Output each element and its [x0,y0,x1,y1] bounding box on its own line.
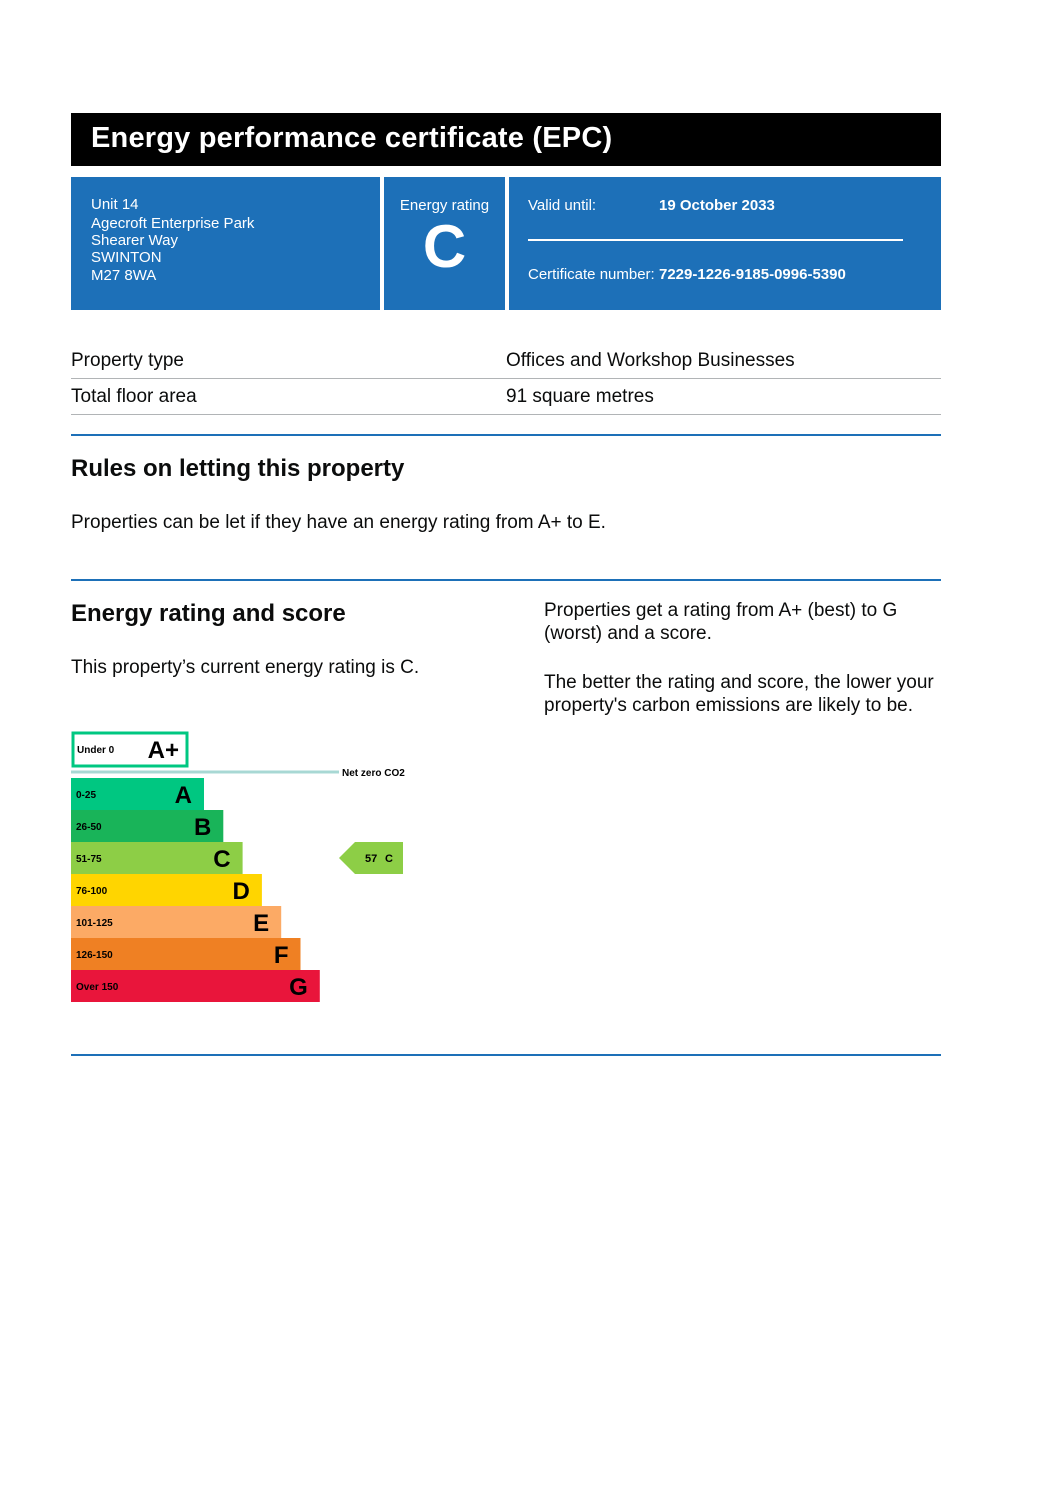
rating-heading: Energy rating and score [71,600,346,627]
validity-divider [528,239,903,241]
band-c-letter: C [213,846,231,873]
section-divider [71,579,941,581]
address-line-3: Shearer Way [91,232,178,249]
emissions-explanation: The better the rating and score, the lower your property's carbon emissions are likely to be. [544,672,934,716]
validity-panel [509,177,941,310]
band-g-range: Over 150 [76,982,119,993]
band-b-letter: B [193,814,212,841]
band-a-letter: A [174,782,192,809]
address-line-2: Agecroft Enterprise Park [91,215,255,232]
current-rating-letter: C [385,853,393,865]
letting-heading: Rules on letting this property [71,455,405,482]
band-e-letter: E [253,910,270,937]
net-zero-label: Net zero CO2 [342,768,405,779]
letting-text: Properties can be let if they have an energy rating from A+ to E. [71,512,606,533]
address-line-1: Unit 14 [91,196,139,213]
certificate-number-label: Certificate number: [528,266,655,283]
band-f-letter: F [273,942,289,969]
current-rating-score: 57 [365,853,378,865]
section-divider [71,434,941,436]
floor-area-value: 91 square metres [506,386,654,407]
rating-explanation: Properties get a rating from A+ (best) to G (worst) and a score. [544,600,898,644]
title-bar [71,113,941,166]
energy-rating-chart [71,731,431,1011]
band-a-range: 0-25 [76,790,97,801]
energy-rating-label: Energy rating [399,197,490,214]
valid-until-date: 19 October 2033 [659,197,775,214]
page-title: Energy performance certificate (EPC) [91,122,613,154]
band-aplus-range: Under 0 [77,745,115,756]
band-f-range: 126-150 [76,950,113,961]
band-g-letter: G [289,974,308,1001]
band-d-letter: D [232,878,250,905]
band-e-range: 101-125 [76,918,113,929]
floor-area-label: Total floor area [71,386,197,407]
certificate-number: 7229-1226-9185-0996-5390 [659,266,846,283]
address-panel [71,177,380,310]
energy-rating-panel [384,177,505,310]
energy-rating-letter: C [422,213,467,280]
address-line-4: SWINTON [91,249,162,266]
band-aplus-letter: A+ [147,737,179,764]
floor-area-row [71,378,941,415]
property-type-label: Property type [71,350,184,371]
property-type-value: Offices and Workshop Businesses [506,350,795,371]
band-d-range: 76-100 [76,886,108,897]
address-line-5: M27 8WA [91,267,157,284]
current-rating-text: This property’s current energy rating is C. [71,657,420,678]
valid-until-label: Valid until: [528,197,597,214]
section-divider [71,1054,941,1056]
property-type-row [71,342,941,379]
band-c-range: 51-75 [76,854,102,865]
band-b-range: 26-50 [76,822,102,833]
